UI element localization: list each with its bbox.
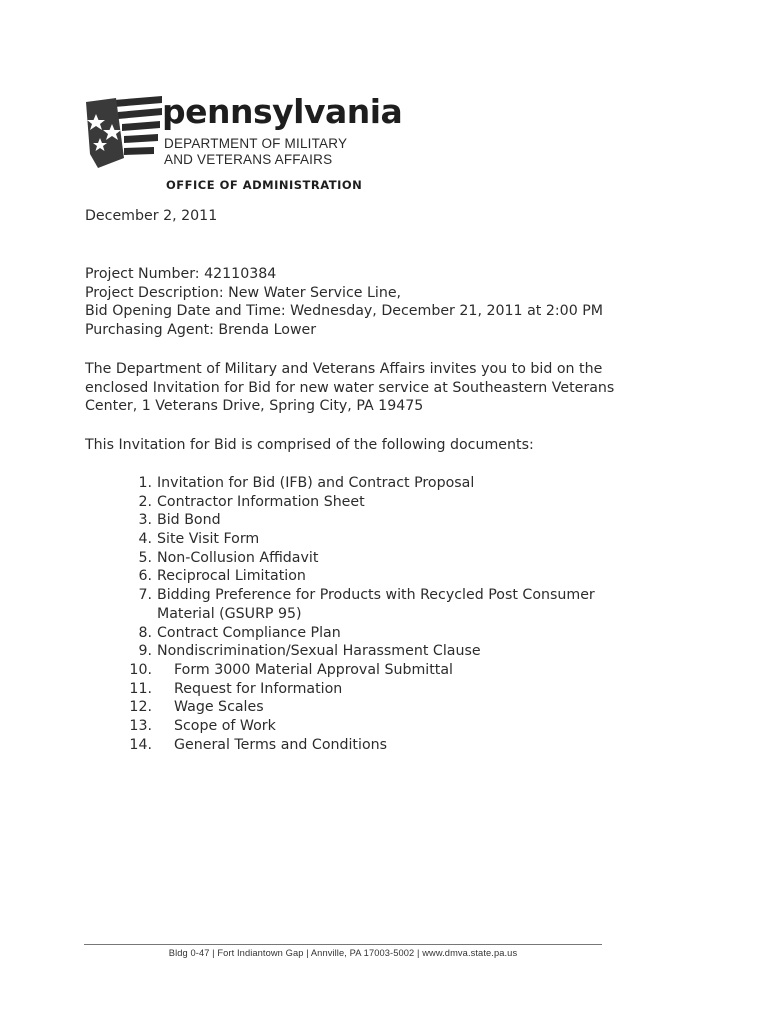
paragraph-line: enclosed Invitation for Bid for new water service at Southeastern Veterans bbox=[85, 379, 615, 396]
list-item bbox=[126, 586, 595, 605]
list-item bbox=[126, 717, 595, 736]
item-number: 1. bbox=[138, 475, 152, 491]
item-number: 13. bbox=[129, 717, 152, 734]
item-label: Site Visit Form bbox=[157, 531, 260, 548]
item-number: 8. bbox=[138, 624, 152, 641]
item-label: Reciprocal Limitation bbox=[157, 568, 306, 585]
documents-intro: This Invitation for Bid is comprised of the following documents: bbox=[85, 437, 534, 453]
item-number: 2. bbox=[138, 493, 152, 510]
list-item-continuation bbox=[126, 605, 595, 624]
list-item bbox=[126, 511, 595, 530]
footer-divider bbox=[84, 944, 602, 945]
item-label: General Terms and Conditions bbox=[174, 736, 388, 753]
list-item bbox=[126, 698, 595, 717]
list-item bbox=[126, 624, 595, 643]
pa-keystone-flag-logo bbox=[84, 94, 162, 170]
item-label: Wage Scales bbox=[174, 699, 264, 716]
item-label: Request for Information bbox=[174, 680, 343, 697]
item-label: Bid Bond bbox=[157, 512, 221, 529]
item-label: Material (GSURP 95) bbox=[157, 605, 302, 622]
item-label: Contract Compliance Plan bbox=[157, 624, 341, 641]
item-number: 4. bbox=[138, 531, 152, 548]
bid-opening-date: Bid Opening Date and Time: Wednesday, December 21, 2011 at 2:00 PM bbox=[85, 303, 604, 320]
project-number: Project Number: 42110384 bbox=[85, 266, 277, 282]
item-number: 7. bbox=[138, 587, 152, 604]
list-item bbox=[126, 642, 595, 661]
paragraph-line: Center, 1 Veterans Drive, Spring City, PA 19475 bbox=[85, 398, 424, 415]
project-details bbox=[85, 265, 603, 339]
item-number: 11. bbox=[129, 680, 152, 697]
invitation-paragraph bbox=[85, 360, 614, 416]
list-item bbox=[126, 680, 595, 699]
item-number: 14. bbox=[129, 736, 152, 753]
purchasing-agent: Purchasing Agent: Brenda Lower bbox=[85, 321, 317, 338]
item-label: Nondiscrimination/Sexual Harassment Clause bbox=[157, 643, 481, 660]
list-item bbox=[126, 661, 595, 680]
department-name-line-2: AND VETERANS AFFAIRS bbox=[164, 152, 333, 167]
letter-date: December 2, 2011 bbox=[85, 208, 218, 224]
documents-list bbox=[126, 474, 595, 754]
list-item bbox=[126, 549, 595, 568]
item-number: 3. bbox=[138, 512, 152, 529]
item-number: 5. bbox=[138, 549, 152, 566]
item-number bbox=[126, 605, 152, 624]
item-label: Contractor Information Sheet bbox=[157, 493, 365, 510]
item-number: 9. bbox=[138, 643, 152, 660]
list-item bbox=[126, 493, 595, 512]
project-description: Project Description: New Water Service Line, bbox=[85, 284, 402, 301]
office-heading: OFFICE OF ADMINISTRATION bbox=[166, 178, 363, 192]
item-label: Invitation for Bid (IFB) and Contract Proposal bbox=[157, 475, 475, 491]
list-item bbox=[126, 567, 595, 586]
list-item bbox=[126, 530, 595, 549]
item-number: 6. bbox=[138, 568, 152, 585]
list-item bbox=[126, 736, 595, 755]
item-label: Scope of Work bbox=[174, 717, 276, 734]
footer-address: Bldg 0-47 | Fort Indiantown Gap | Annville, PA 17003-5002 | www.dmva.state.pa.us bbox=[168, 948, 518, 958]
list-item bbox=[126, 474, 595, 493]
brand-wordmark: pennsylvania bbox=[162, 92, 403, 131]
department-name-line-1: DEPARTMENT OF MILITARY bbox=[164, 136, 348, 151]
paragraph-line: The Department of Military and Veterans Affairs invites you to bid on the bbox=[85, 361, 603, 377]
item-label: Form 3000 Material Approval Submittal bbox=[174, 661, 453, 678]
item-label: Bidding Preference for Products with Recycled Post Consumer bbox=[157, 587, 595, 604]
item-number: 10. bbox=[129, 661, 152, 678]
item-number: 12. bbox=[129, 699, 152, 716]
item-label: Non-Collusion Affidavit bbox=[157, 549, 319, 566]
